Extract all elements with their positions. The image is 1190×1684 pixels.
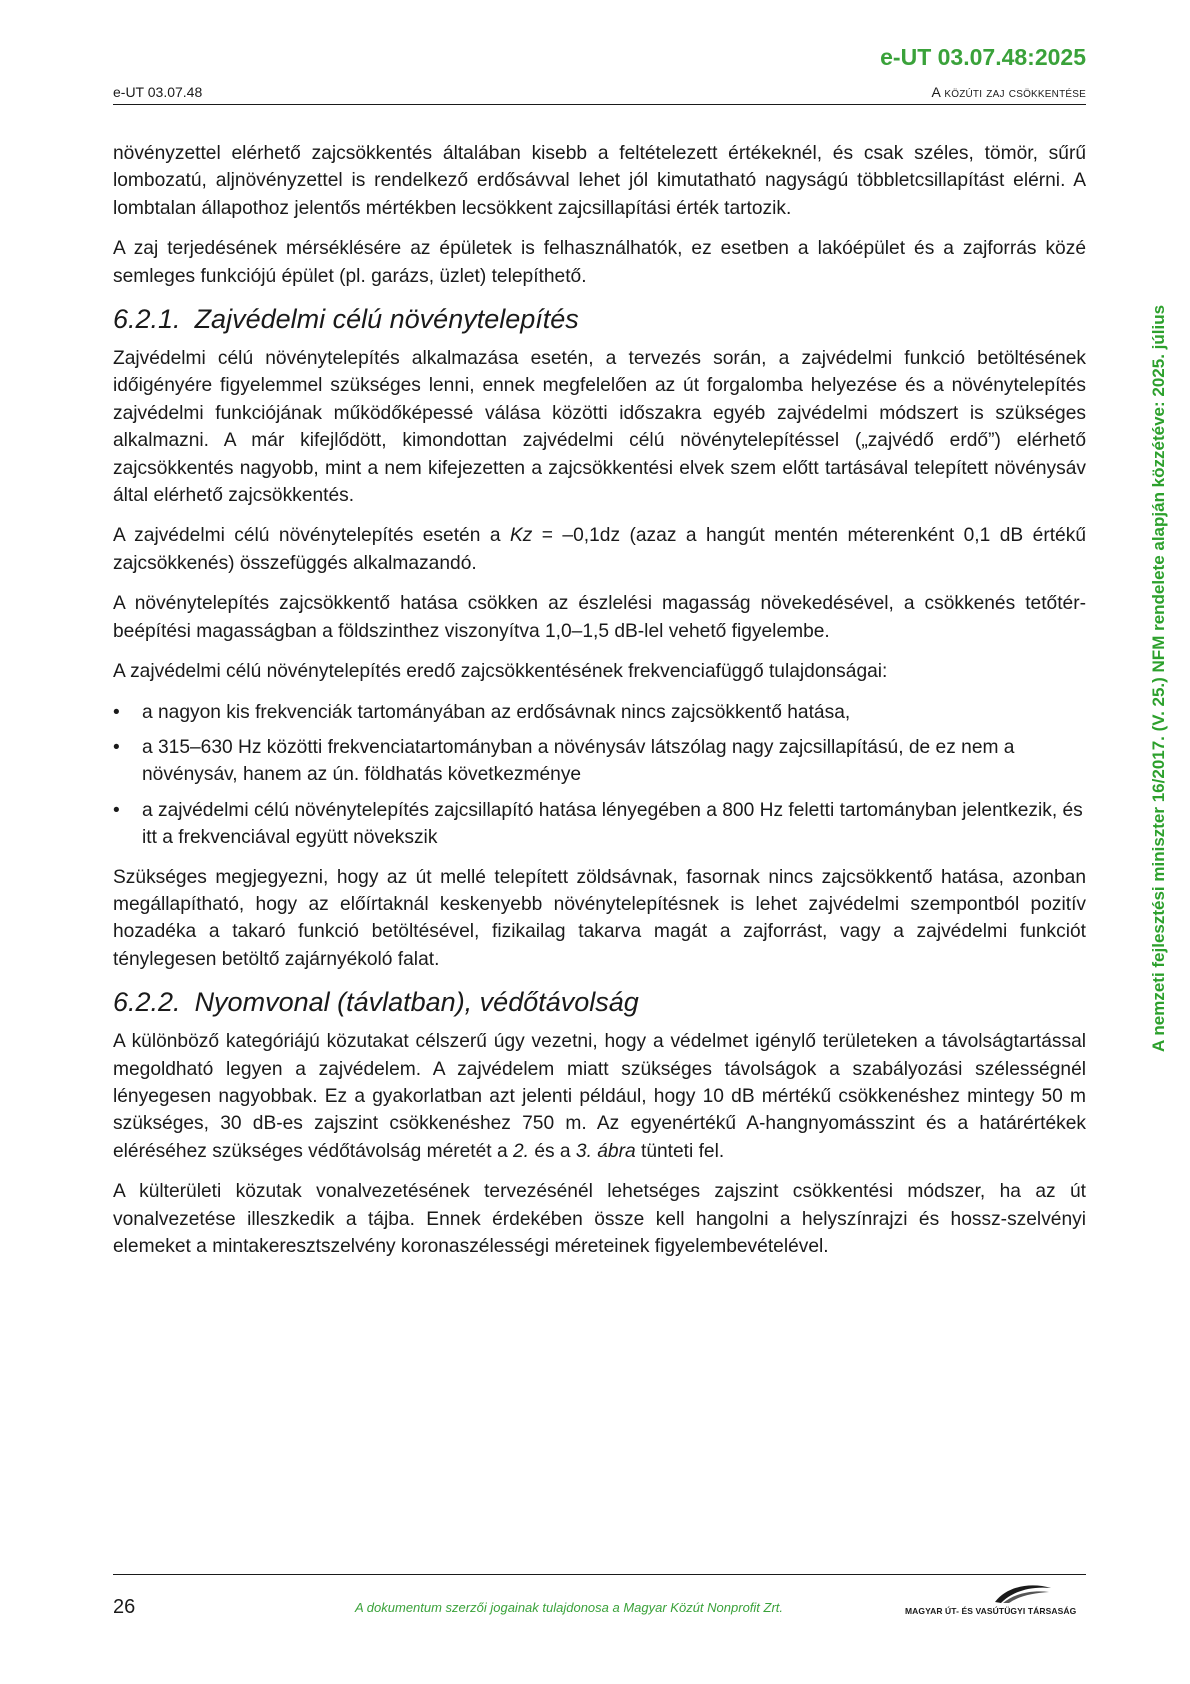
paragraph: A zajvédelmi célú növénytelepítés eredő zajcsökkentésének frekvenciafüggő tulajdonságai:	[113, 661, 888, 683]
paragraph-text: A különböző kategóriájú közutakat célszerű úgy vezetni, hogy a védelmet igénylő területeken a távolságtartással megoldható legyen a zajvédelem. A zajvédelem miatt szükséges távolságok a szabályozási szélességnél lényegesen nagyobbak. Ez a gyakorlatban azt jelenti például, hogy 10 dB mértékű csökkenéshez mintegy 50 m szükséges, 30 dB-es zajszint csökkenéshez 750 m. Az egyenértékű A-hangnyomásszint és a határértékek eléréséhez szükséges védőtávolság méretét a	[113, 1031, 1086, 1162]
section-title: Zajvédelmi célú növénytelepítés	[194, 304, 579, 335]
page-body	[113, 140, 1086, 1273]
section-heading-6-2-1	[113, 303, 1086, 335]
header-chapter-title: A közúti zaj csökkentése	[931, 84, 1086, 100]
paragraph: Szükséges megjegyezni, hogy az út mellé telepített zöldsávnak, fasornak nincs zajcsökkentő hatása, azonban megállapítható, hogy az előírtaknál keskenyebb növénytelepítésnek is lehet zajvédelmi szempontból pozitív hozadéka a takaró funkció betöltésével, fizikailag takarva magát a zajforrást, vagy a zajvédelmi funkciót ténylegesen betöltő zajárnyékoló falat.	[113, 866, 1086, 970]
header-rule	[113, 104, 1086, 105]
list-item-text: a 315–630 Hz közötti frekvenciatartományban a növénysáv látszólag nagy zajcsillapítású, de ez nem a növénysáv, hanem az ún. földhatás következménye	[142, 736, 1015, 786]
society-logo	[905, 1582, 1086, 1618]
list-item-text: a zajvédelmi célú növénytelepítés zajcsillapító hatása lényegében a 800 Hz feletti tartományban jelentkezik, és itt a frekvenciával együtt növekszik	[142, 799, 1083, 849]
list-item-text: a nagyon kis frekvenciák tartományában az erdősávnak nincs zajcsökkentő hatása,	[142, 701, 851, 723]
section-heading-6-2-2	[113, 986, 1086, 1018]
logo-text: MAGYAR ÚT- ÉS VASÚTÜGYI TÁRSASÁG	[905, 1606, 1077, 1616]
list-item	[113, 734, 1086, 789]
formula-symbol: Kz	[509, 525, 533, 547]
section-number: 6.2.1.	[113, 304, 181, 335]
section-number: 6.2.2.	[113, 987, 181, 1018]
bullet-icon: •	[113, 701, 120, 723]
paragraph-text: A zajvédelmi célú növénytelepítés esetén a	[113, 525, 510, 547]
paragraph-figure-ref	[113, 1028, 1086, 1165]
paragraph: A külterületi közutak vonalvezetésének tervezésénél lehetséges zajszint csökkentési módszer, ha az út vonalvezetése illeszkedik a tájba. Ennek érdekében össze kell hangolni a helyszínrajzi és hossz-szelvényi elemeket a mintakeresztszelvény koronaszélességi méreteinek figyelembevételével.	[113, 1181, 1086, 1257]
list-item	[113, 699, 1086, 726]
swoosh-logo-icon	[993, 1582, 1053, 1604]
document-code: e-UT 03.07.48:2025	[880, 44, 1086, 70]
figure-reference: 2.	[512, 1140, 529, 1162]
bullet-icon: •	[113, 799, 120, 821]
footer-rule	[113, 1574, 1086, 1575]
paragraph: növényzettel elérhető zajcsökkentés általában kisebb a feltételezett értékeknél, és csak széles, tömör, sűrű lombozatú, aljnövényzettel is rendelkező erdősávval lehet jól kimutatható nagyságú többletcsillapítást elérni. A lombtalan állapothoz jelentős mértékben lecsökkent zajcsillapítási érték tartozik.	[113, 143, 1086, 219]
list-item	[113, 797, 1086, 852]
page-number: 26	[113, 1596, 136, 1618]
figure-reference: 3. ábra	[575, 1140, 636, 1162]
copyright-notice: A dokumentum szerzői jogainak tulajdonosa a Magyar Közút Nonprofit Zrt.	[355, 1600, 784, 1615]
paragraph-text: és a	[528, 1140, 576, 1162]
paragraph: Zajvédelmi célú növénytelepítés alkalmazása esetén, a tervezés során, a zajvédelmi funkció betöltésének időigényére figyelemmel szükséges lenni, ennek megfelelően az út forgalomba helyezése és a növénytelepítés zajvédelmi funkciójának működőképessé válása közötti időszakra egyéb zajvédelmi módszert is szükséges alkalmazni. A már kifejlődött, kimondottan zajvédelmi célú növénytelepítéssel („zajvédő erdő”) elérhető zajcsökkentés nagyobb, mint a nem kifejezetten a zajcsökkentési elvek szem előtt tartásával telepített növénysáv által elérhető zajcsökkentés.	[113, 348, 1086, 507]
header-standard-id: e-UT 03.07.48	[113, 84, 203, 100]
section-title: Nyomvonal (távlatban), védőtávolság	[194, 987, 639, 1018]
paragraph-formula	[113, 522, 1086, 577]
paragraph: A növénytelepítés zajcsökkentő hatása csökken az észlelési magasság növekedésével, a csökkenés tetőtér-beépítési magasságban a földszinthez viszonyítva 1,0–1,5 dB-lel vehető figyelembe.	[113, 593, 1086, 642]
paragraph-text: tünteti fel.	[635, 1140, 725, 1162]
paragraph-text: = –0,1dz (azaz a hangút mentén méterenként 0,1 dB értékű zajcsökkenés) összefüggés alkalmazandó.	[113, 525, 1086, 574]
paragraph: A zaj terjedésének mérséklésére az épületek is felhasználhatók, ez esetben a lakóépület és a zajforrás közé semleges funkciójú épület (pl. garázs, üzlet) telepíthető.	[113, 238, 1086, 287]
bullet-list	[113, 699, 1086, 852]
publication-side-note: A nemzeti fejlesztési miniszter 16/2017. (V. 25.) NFM rendelete alapján közzétéve: 2025. július	[1149, 304, 1168, 1052]
bullet-icon: •	[113, 736, 120, 758]
